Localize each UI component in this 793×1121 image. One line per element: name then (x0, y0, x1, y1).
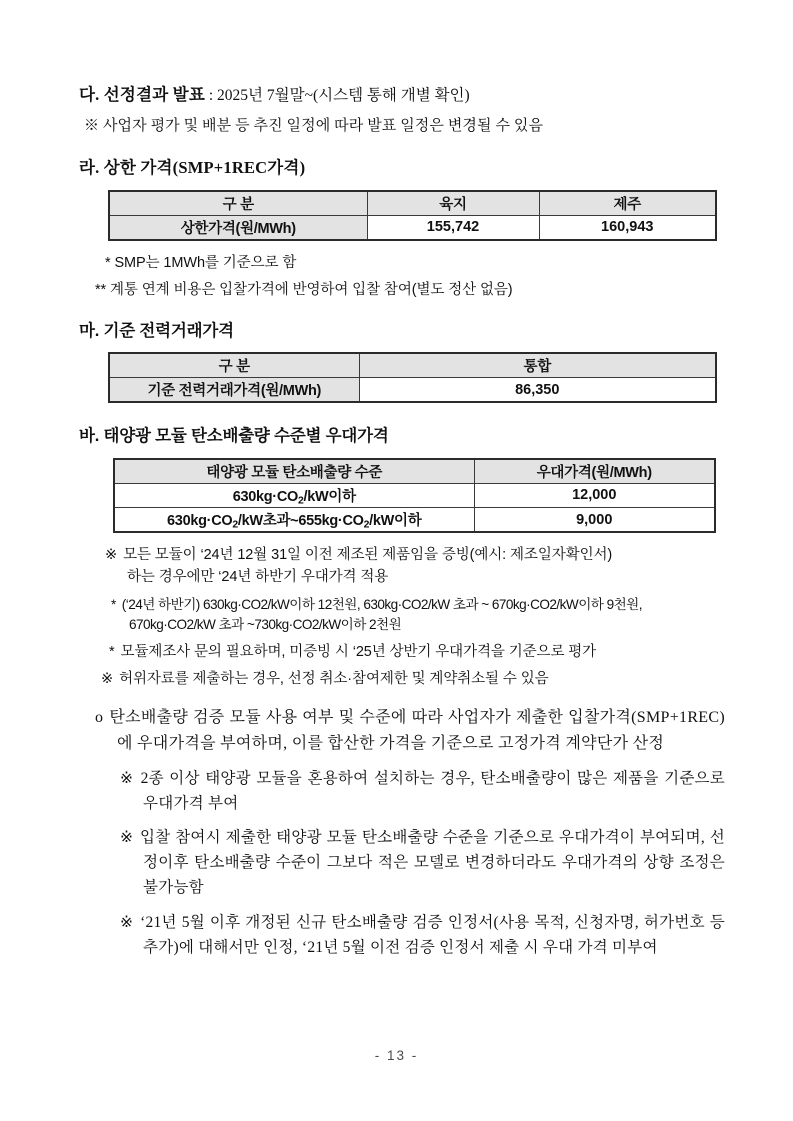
bullet-marker-circle: o (95, 709, 104, 727)
cell-label-upper-price: 상한가격(원/MWh) (109, 215, 367, 240)
bullet-item-mixed-modules (79, 767, 725, 817)
cell-header-incentive-price: 우대가격(원/MWh) (474, 459, 715, 484)
bullet-item-bid-level-basis (79, 826, 725, 900)
table-base-price (108, 352, 717, 403)
heading-da (79, 84, 725, 107)
table-row (109, 378, 716, 403)
note-ba-3 (79, 642, 725, 664)
heading-da-tail: 2025년 7월말~ (217, 87, 313, 104)
table-row (109, 215, 716, 240)
note-mark: ※ (101, 671, 114, 688)
bullet-marker-reference: ※ (120, 913, 135, 931)
bullet-item-certificate-validity (79, 911, 725, 961)
table-carbon-incentive-wrap (79, 458, 725, 534)
cell-value-jeju: 160,943 (539, 215, 716, 240)
cell-header-division: 구 분 (109, 353, 359, 378)
level-tier1-pre: 630kg·CO (232, 488, 298, 505)
heading-ra-marker: 라. (79, 158, 100, 178)
note-ba-1b: 하는 경우에만 ‘24년 하반기 우대가격 적용 (127, 569, 389, 586)
bullet-text: ‘21년 5월 이후 개정된 신규 탄소배출량 검증 인정서(사용 목적, 신청자명, 허가번호 등 추가)에 대해서만 인정, ‘21년 5월 이전 검증 인정서 제출 시 우대 가격 미부여 (140, 913, 725, 956)
level-tier2-post: /kW이하 (369, 513, 422, 529)
note-ba-1 (79, 545, 725, 567)
heading-ba-marker: 바. (79, 427, 100, 446)
level-tier1-post: /kW이하 (303, 488, 356, 505)
bullet-text: 입찰 참여시 제출한 태양광 모듈 탄소배출량 수준을 기준으로 우대가격이 부여되며, 선정이후 탄소배출량 수준이 그보다 적은 모델로 변경하더라도 우대가격의 상향 조정은 불가능함 (139, 829, 725, 897)
note-ra-1: * SMP는 1MWh를 기준으로 함 (105, 254, 297, 271)
heading-ma-marker: 마. (79, 322, 100, 341)
bullet-text: 탄소배출량 검증 모듈 사용 여부 및 수준에 따라 사업자가 제출한 입찰가격(SMP+1REC)에 우대가격을 부여하며, 이를 합산한 가격을 기준으로 고정가격 계약단가 산정 (109, 709, 725, 752)
cell-value-tier1: 12,000 (474, 483, 715, 507)
note-ba-4 (79, 669, 725, 691)
note-ba-3-line1: 모듈제조사 문의 필요하며, 미증빙 시 ‘25년 상반기 우대가격을 기준으로 평가 (120, 643, 597, 660)
note-ba-2 (79, 595, 725, 615)
heading-da-tail-paren: (시스템 통해 개별 확인) (312, 87, 470, 104)
note-ba-2-line1: (‘24년 하반기) 630kg·CO2/kW이하 12천원, 630kg·CO2/kW 초과 ~ 670kg·CO2/kW이하 9천원, (121, 596, 642, 612)
heading-ra-title: 상한 가격(SMP+1REC가격) (103, 158, 306, 178)
note-ba-2b: 670kg·CO2/kW 초과 ~730kg·CO2/kW이하 2천원 (129, 617, 402, 633)
page-content (79, 84, 725, 960)
heading-da-title: 선정결과 발표 (103, 85, 205, 104)
note-ba-1-line1: 모든 모듈이 ‘24년 12월 31일 이전 제조된 제품임을 증빙(예시: 제조일자확인서) (123, 547, 613, 564)
table-carbon-incentive (113, 458, 716, 534)
level-tier2-sub2: 2 (363, 519, 370, 531)
note-mark: * (109, 643, 115, 660)
bullet-text: 2종 이상 태양광 모듈을 혼용하여 설치하는 경우, 탄소배출량이 많은 제품을 기준으로 우대가격 부여 (140, 769, 725, 812)
heading-da-separator: : (204, 87, 218, 104)
heading-ba-title: 태양광 모듈 탄소배출량 수준별 우대가격 (103, 427, 389, 446)
heading-da-marker: 다. (79, 85, 100, 104)
level-tier2-mid: /kW초과~655kg·CO (237, 513, 364, 529)
note-mark: * (111, 596, 116, 612)
level-tier2-sub: 2 (232, 519, 238, 531)
level-tier1-sub: 2 (297, 495, 304, 506)
bullet-marker-reference: ※ (120, 769, 135, 787)
table-row (114, 483, 715, 507)
table-upper-price-wrap (79, 190, 725, 241)
table-row (109, 353, 716, 378)
bullet-item-carbon-pricing (79, 705, 725, 757)
cell-value-mainland: 155,742 (367, 215, 539, 240)
cell-value-integrated: 86,350 (359, 378, 716, 403)
cell-level-tier2 (114, 508, 474, 533)
cell-label-base-price: 기준 전력거래가격(원/MWh) (109, 378, 359, 403)
cell-header-division: 구 분 (109, 191, 367, 216)
table-row (109, 191, 716, 216)
note-da: ※ 사업자 평가 및 배분 등 추진 일정에 따라 발표 일정은 변경될 수 있음 (84, 117, 544, 134)
cell-header-jeju: 제주 (539, 191, 716, 216)
bullet-marker-reference: ※ (120, 829, 134, 847)
page-number: - 13 - (374, 1048, 419, 1063)
cell-header-carbon-level: 태양광 모듈 탄소배출량 수준 (114, 459, 474, 484)
cell-header-integrated: 통합 (359, 353, 716, 378)
cell-value-tier2: 9,000 (474, 508, 715, 533)
cell-header-mainland: 육지 (367, 191, 539, 216)
heading-ra (79, 157, 725, 179)
table-base-price-wrap (79, 352, 725, 403)
heading-ma-title: 기준 전력거래가격 (103, 322, 234, 341)
table-upper-price (108, 190, 717, 241)
level-tier2-pre: 630kg·CO (167, 513, 233, 529)
table-row (114, 459, 715, 484)
note-mark: ※ (105, 547, 118, 564)
note-ra-2: ** 계통 연계 비용은 입찰가격에 반영하여 입찰 참여(별도 정산 없음) (95, 282, 513, 299)
heading-ba (79, 425, 725, 447)
note-ba-4-line1: 허위자료를 제출하는 경우, 선정 취소·참여제한 및 계약취소될 수 있음 (119, 671, 549, 688)
cell-level-tier1 (114, 483, 474, 507)
table-row (114, 508, 715, 533)
heading-ma (79, 320, 725, 342)
